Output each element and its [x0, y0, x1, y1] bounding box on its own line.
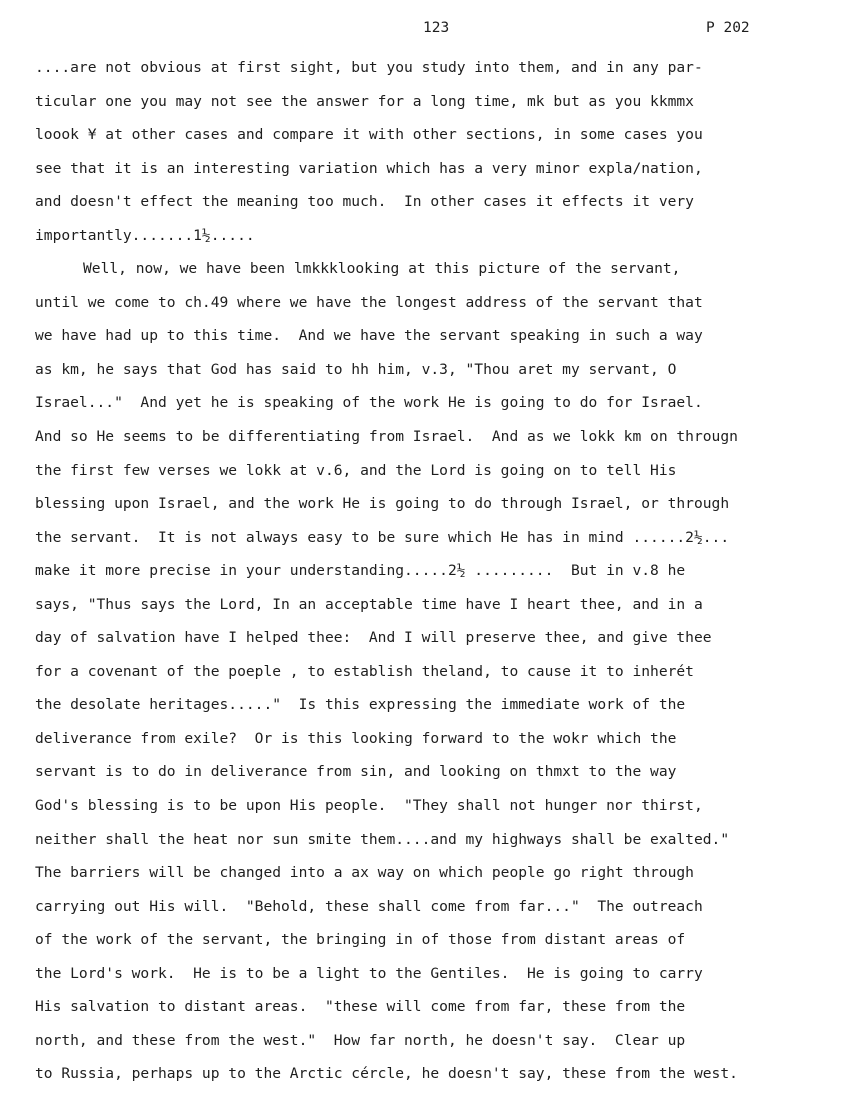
text-line: for a covenant of the poeple , to establish theland, to cause it to inherét — [35, 662, 694, 680]
text-line: of the work of the servant, the bringing in of those from distant areas of — [35, 931, 686, 949]
paragraph-start-line: Well, now, we have been lmkkklooking at this picture of the servant, — [83, 260, 681, 278]
text-line: to Russia, perhaps up to the Arctic cércle, he doesn't say, these from the west. — [35, 1065, 738, 1083]
text-line: we have had up to this time. And we have the servant speaking in such a way — [35, 327, 703, 345]
text-line: says, "Thus says the Lord, In an acceptable time have I heart thee, and in a — [35, 595, 703, 613]
text-line: the first few verses we lokk at v.6, and the Lord is going on to tell His — [35, 461, 677, 479]
text-line: God's blessing is to be upon His people. "They shall not hunger nor thirst, — [35, 797, 703, 815]
text-line: until we come to ch.49 where we have the longest address of the servant that — [35, 293, 703, 311]
page-code: P 202 — [706, 20, 750, 36]
text-line: blessing upon Israel, and the work He is going to do through Israel, or through — [35, 495, 730, 513]
text-line: ticular one you may not see the answer for a long time, mk but as you kkmmx — [35, 92, 694, 110]
text-line: the desolate heritages....." Is this expressing the immediate work of the — [35, 696, 686, 714]
text-line: neither shall the heat nor sun smite them....and my highways shall be exalted." — [35, 830, 730, 848]
text-line: carrying out His will. "Behold, these shall come from far..." The outreach — [35, 897, 703, 915]
text-line: see that it is an interesting variation which has a very minor expla/nation, — [35, 159, 703, 177]
text-line: importantly.......1½..... — [35, 226, 255, 244]
text-line: and doesn't effect the meaning too much. In other cases it effects it very — [35, 193, 694, 211]
text-line: the servant. It is not always easy to be sure which He has in mind ......2½... — [35, 528, 730, 546]
text-line: loook ¥ at other cases and compare it with other sections, in some cases you — [35, 126, 703, 144]
text-line: as km, he says that God has said to hh him, v.3, "Thou aret my servant, O — [35, 360, 677, 378]
text-line: The barriers will be changed into a ax way on which people go right through — [35, 864, 694, 882]
text-line: ....are not obvious at first sight, but you study into them, and in any par- — [35, 59, 703, 76]
text-line: north, and these from the west." How far north, he doesn't say. Clear up — [35, 1031, 686, 1049]
text-line: make it more precise in your understanding.....2½ ......... But in v.8 he — [35, 562, 686, 580]
page-header — [0, 20, 846, 42]
text-line: servant is to do in deliverance from sin, and looking on thmxt to the way — [35, 763, 677, 781]
text-line: the Lord's work. He is to be a light to the Gentiles. He is going to carry — [35, 964, 703, 982]
text-line: And so He seems to be differentiating from Israel. And as we lokk km on througn — [35, 428, 738, 446]
body-text — [35, 51, 841, 1091]
page-number: 123 — [423, 20, 450, 36]
text-line: deliverance from exile? Or is this looking forward to the wokr which the — [35, 729, 677, 747]
text-line: His salvation to distant areas. "these will come from far, these from the — [35, 998, 686, 1016]
text-line: Israel..." And yet he is speaking of the work He is going to do for Israel. — [35, 394, 703, 412]
text-line: day of salvation have I helped thee: And I will preserve thee, and give thee — [35, 629, 712, 647]
